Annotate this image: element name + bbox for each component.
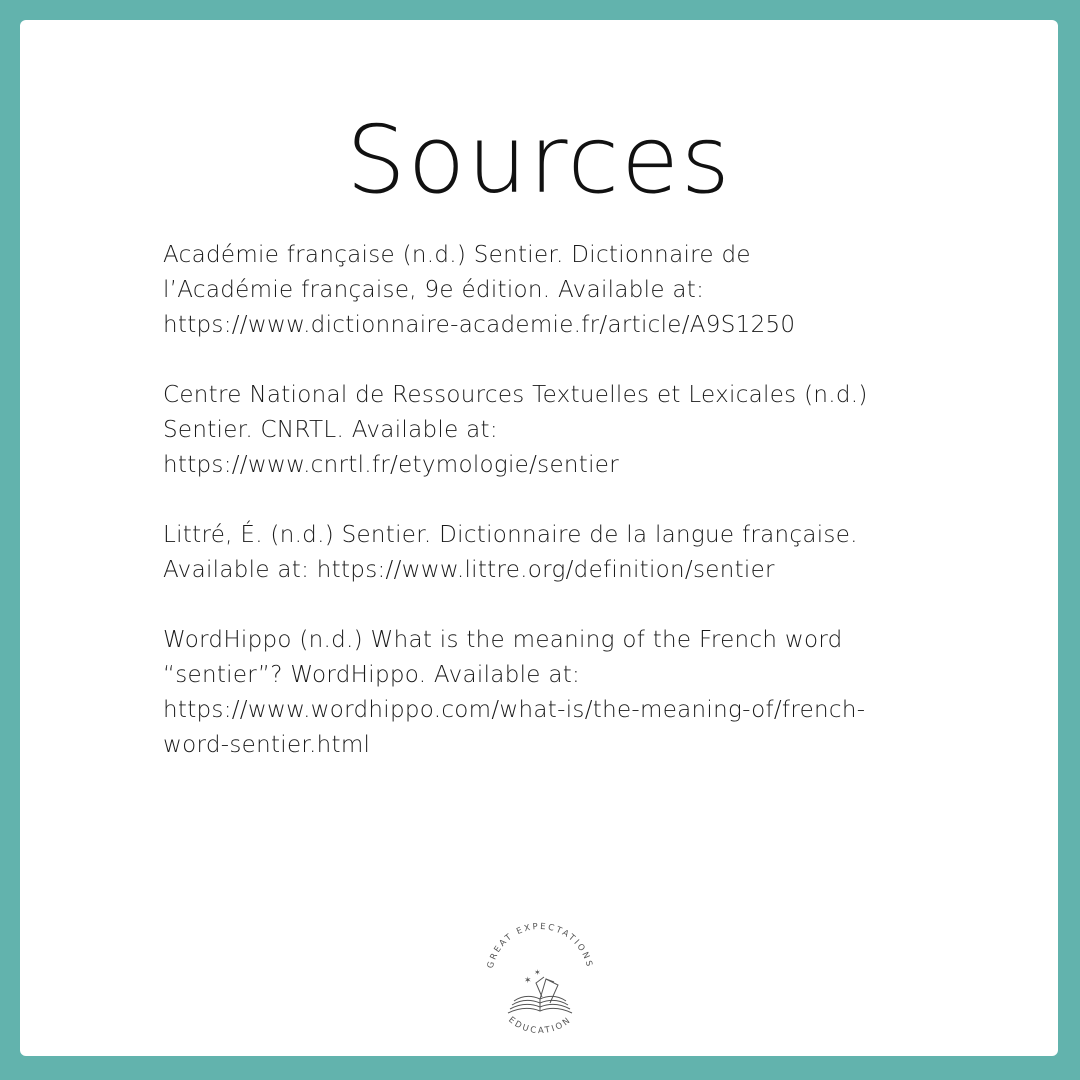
source-line: “sentier”? WordHippo. Available at: xyxy=(163,662,581,688)
source-line: Sentier. CNRTL. Available at: xyxy=(163,417,498,443)
source-line: Académie française (n.d.) Sentier. Dictionnaire de xyxy=(163,242,751,268)
page-title: Sources xyxy=(346,106,732,215)
svg-text:GREAT EXPECTATIONS xyxy=(486,922,594,970)
source-url: https://www.wordhippo.com/what-is/the-meaning-of/french- xyxy=(163,697,866,723)
logo-top-text: GREAT EXPECTATIONS xyxy=(485,921,595,970)
source-url: https://www.dictionnaire-academie.fr/article/A9S1250 xyxy=(163,312,796,338)
page-frame xyxy=(20,20,1058,1056)
svg-text:EDUCATION xyxy=(506,1015,574,1036)
sources-list xyxy=(163,238,953,798)
source-line: Centre National de Ressources Textuelles et Lexicales (n.d.) xyxy=(163,382,868,408)
great-expectations-logo xyxy=(470,905,610,1045)
open-book-icon xyxy=(508,977,572,1013)
source-url: word-sentier.html xyxy=(163,732,371,758)
source-url: https://www.cnrtl.fr/etymologie/sentier xyxy=(163,452,620,478)
source-entry-littre xyxy=(163,518,953,588)
source-entry-cnrtl xyxy=(163,378,953,483)
source-url: Available at: https://www.littre.org/definition/sentier xyxy=(163,557,775,583)
source-line: Littré, É. (n.d.) Sentier. Dictionnaire de la langue française. xyxy=(163,522,858,548)
svg-text:✶: ✶ xyxy=(524,976,532,986)
logo-bottom-text: EDUCATION xyxy=(506,1014,574,1037)
svg-text:✶: ✶ xyxy=(534,968,541,977)
stars-icon xyxy=(524,968,541,986)
source-entry-wordhippo xyxy=(163,623,953,763)
source-entry-academie xyxy=(163,238,953,343)
source-line: WordHippo (n.d.) What is the meaning of the French word xyxy=(163,627,843,653)
source-line: l’Académie française, 9e édition. Available at: xyxy=(163,277,705,303)
